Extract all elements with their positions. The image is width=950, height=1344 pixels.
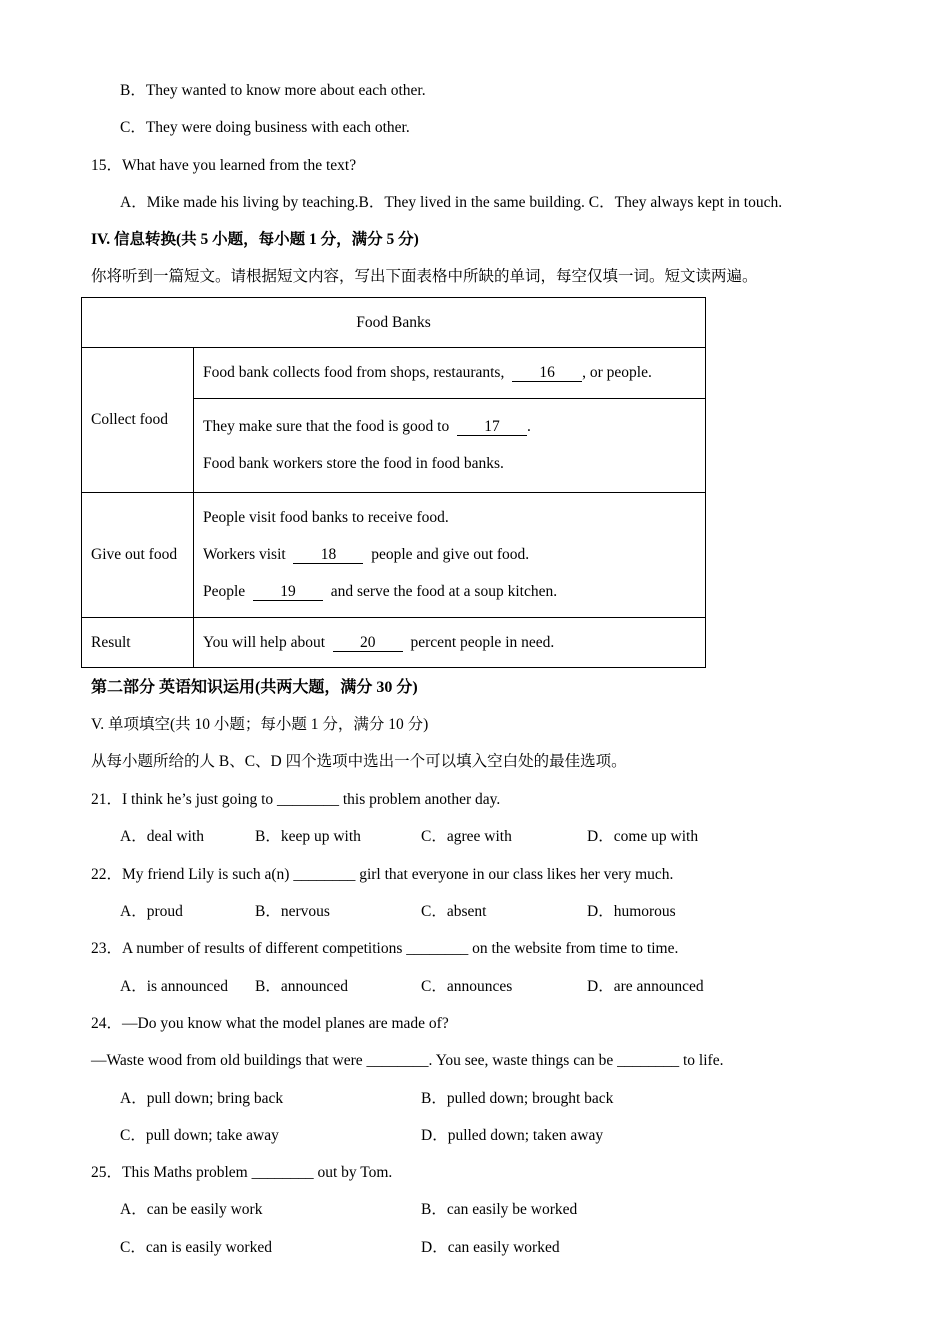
q25-option-a: A．can be easily work [120,1201,263,1218]
row-17-post: . [526,418,531,435]
q24-stem: 24．—Do you know what the model planes are made of? [91,1015,449,1032]
row-17 [194,399,706,493]
row-16-post: , or people. [582,364,652,381]
q25-option-c: C．can is easily worked [120,1239,272,1256]
q21-stem: 21．I think he’s just going to ________ this problem another day. [91,791,501,808]
q24-option-b: B．pulled down; brought back [421,1090,614,1107]
table-title: Food Banks [82,298,706,348]
row-20 [194,618,706,668]
q25-option-d: D．can easily worked [421,1239,560,1256]
result-label: Result [82,618,194,668]
give-out-cell [194,493,706,618]
q23-option-d: D．are announced [587,978,704,995]
section5-instruction: 从每小题所给的人 B、C、D 四个选项中选出一个可以填入空白处的最佳选项。 [91,753,627,770]
q23-option-a: A．is announced [120,978,229,995]
q21-option-b: B．keep up with [255,828,361,845]
row-18-post: people and give out food. [371,546,530,563]
q21-option-d: D．come up with [587,828,699,845]
part2-title: 第二部分 英语知识运用(共两大题，满分 30 分) [91,679,418,696]
blank-20: 20 [333,634,403,652]
section5-title: V. 单项填空(共 10 小题；每小题 1 分，满分 10 分) [91,716,429,733]
q23-option-c: C．announces [421,978,513,995]
row-19-text: People [203,583,246,600]
row-visit-text: People visit food banks to receive food. [203,509,449,526]
row-20-text: You will help about [203,633,326,651]
section4-title: IV. 信息转换(共 5 小题，每小题 1 分，满分 5 分) [91,231,419,248]
q22-option-a: A．proud [120,903,183,920]
q22-option-d: D．humorous [587,903,676,920]
q24-stem-2: —Waste wood from old buildings that were ________. You see, waste things can be ________ to life. [91,1052,724,1069]
q14-option-c: C．They were doing business with each other. [120,119,410,136]
row-store-text: Food bank workers store the food in food banks. [203,455,504,472]
q21-option-a: A．deal with [120,828,204,845]
q24-option-c: C．pull down; take away [120,1127,279,1144]
q24-option-a: A．pull down; bring back [120,1090,284,1107]
q22-option-b: B．nervous [255,903,330,920]
q25-option-b: B．can easily be worked [421,1201,578,1218]
row-20-post: percent people in need. [410,633,555,651]
q14-option-b: B．They wanted to know more about each other. [120,82,426,99]
q24-option-d: D．pulled down; taken away [421,1127,604,1144]
blank-19: 19 [253,583,323,601]
blank-16: 16 [512,364,582,382]
blank-18: 18 [293,546,363,564]
food-banks-table [81,297,706,668]
q15-options: A．Mike made his living by teaching.B．They lived in the same building. C．They always kept in touch. [120,194,783,211]
q23-stem: 23．A number of results of different competitions ________ on the website from time to time. [91,940,679,957]
row-19-post: and serve the food at a soup kitchen. [330,583,558,600]
section4-instruction: 你将听到一篇短文。请根据短文内容，写出下面表格中所缺的单词，每空仅填一词。短文读两遍。 [91,268,758,285]
row-16 [194,348,706,399]
row-18-text: Workers visit [203,546,286,563]
row-16-text: Food bank collects food from shops, restaurants, [203,364,505,381]
give-out-food-label: Give out food [82,493,194,618]
q23-option-b: B．announced [255,978,348,995]
q21-option-c: C．agree with [421,828,512,845]
q25-stem: 25．This Maths problem ________ out by Tom. [91,1164,393,1181]
q15-stem: 15．What have you learned from the text? [91,157,357,174]
q22-stem: 22．My friend Lily is such a(n) ________ girl that everyone in our class likes her very much. [91,866,674,883]
row-17-text: They make sure that the food is good to [203,418,450,435]
collect-food-label: Collect food [82,348,194,493]
blank-17: 17 [457,418,527,436]
q22-option-c: C．absent [421,903,487,920]
